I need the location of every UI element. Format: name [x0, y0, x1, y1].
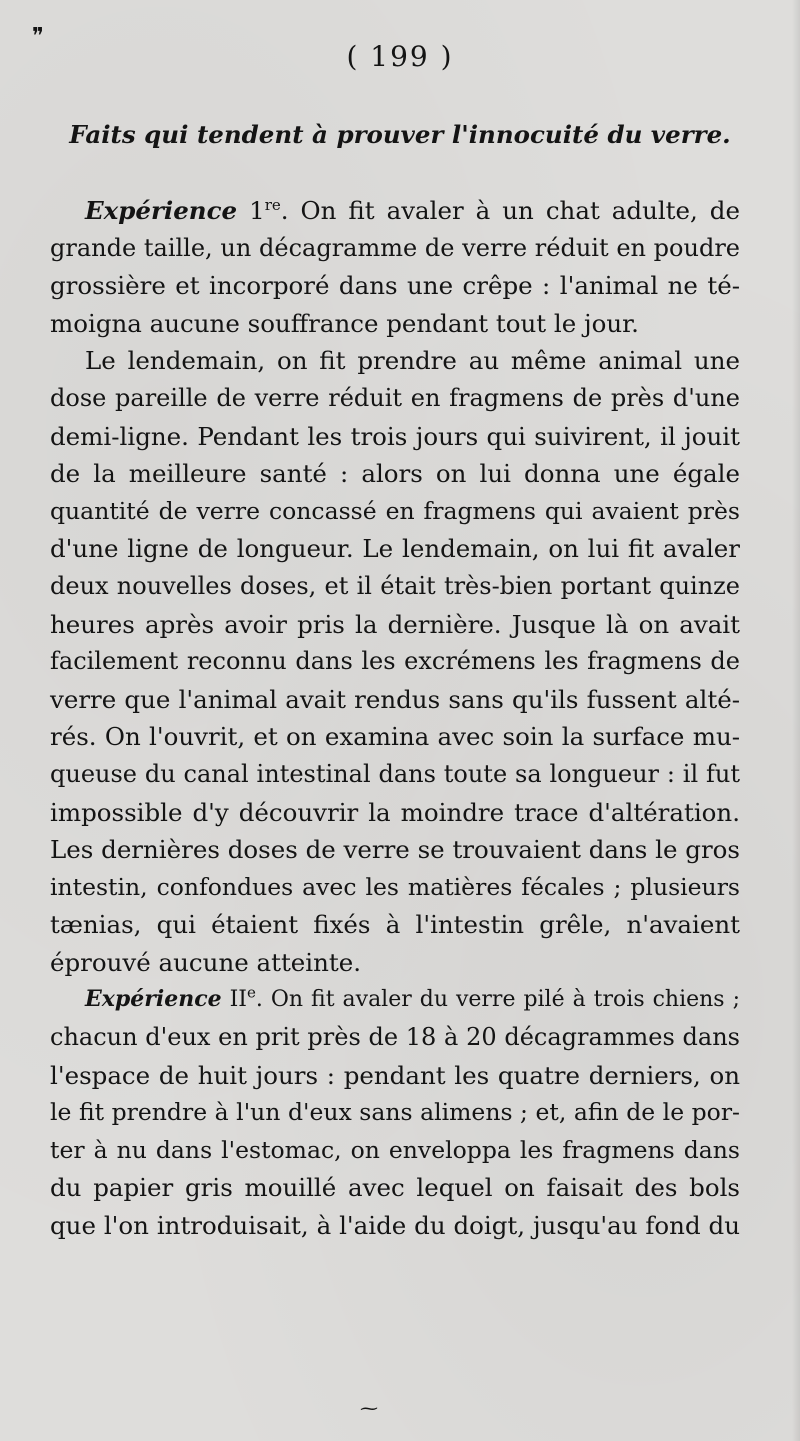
text-line: du papier gris mouillé avec lequel on faisait des bols: [50, 1173, 740, 1203]
experiment-label: Expérience: [85, 986, 222, 1013]
experiment-number-suffix: re: [264, 195, 281, 214]
text-line: tænias, qui étaient fixés à l'intestin grêle, n'avaient: [50, 910, 740, 940]
text-line: grande taille, un décagramme de verre réduit en poudre: [50, 233, 740, 262]
text-line: Le lendemain, on fit prendre au même animal une: [85, 346, 740, 376]
page-edge-shadow: [792, 0, 800, 1441]
text-line: facilement reconnu dans les excrémens les fragmens de: [50, 647, 740, 676]
text-line: rés. On l'ouvrit, et on examina avec soin la surface mu-: [50, 722, 740, 752]
experiment-number-suffix: e: [246, 984, 256, 1003]
text-line: demi-ligne. Pendant les trois jours qui suivirent, il jouit: [50, 421, 740, 451]
experiment-number: II: [229, 987, 247, 1013]
page-number: ( 199 ): [346, 40, 454, 73]
text-line-content: . On fit avaler à un chat adulte, de: [280, 196, 740, 225]
text-line: quantité de verre concassé en fragmens qui avaient près: [50, 496, 740, 525]
bottom-ink-mark: ⁓: [360, 1398, 378, 1419]
text-line: d'une ligne de longueur. Le lendemain, on lui fit avaler: [50, 534, 740, 564]
text-line: [50, 192, 740, 230]
text-line: que l'on introduisait, à l'aide du doigt, jusqu'au fond du: [50, 1211, 740, 1241]
corner-ink-mark: ❞: [32, 24, 44, 49]
experiment-label: Expérience: [85, 196, 238, 225]
text-line-content: . On fit avaler du verre pilé à trois chiens ;: [255, 987, 740, 1013]
text-line: ter à nu dans l'estomac, on enveloppa les fragmens dans: [50, 1135, 740, 1164]
text-line: chacun d'eux en prit près de 18 à 20 décagrammes dans: [50, 1023, 740, 1052]
text-line: éprouvé aucune atteinte.: [50, 947, 362, 977]
body-text: [50, 192, 740, 1245]
text-line: de la meilleure santé : alors on lui donna une égale: [50, 459, 740, 489]
text-line: grossière et incorporé dans une crêpe : l'animal ne té-: [50, 271, 740, 301]
text-line: Les dernières doses de verre se trouvaient dans le gros: [50, 835, 741, 865]
text-line: intestin, confondues avec les matières fécales ; plusieurs: [50, 872, 740, 901]
text-line: impossible d'y découvrir la moindre trace d'altération.: [50, 797, 740, 827]
text-line: le fit prendre à l'un d'eux sans alimens ; et, afin de le por-: [50, 1098, 740, 1127]
section-title: Faits qui tendent à prouver l'innocuité du verre.: [69, 120, 731, 149]
text-line: verre que l'animal avait rendus sans qu'ils fussent alté-: [50, 684, 740, 714]
text-line: queuse du canal intestinal dans toute sa longueur : il fut: [50, 759, 740, 788]
text-line: deux nouvelles doses, et il était très-bien portant quinze: [50, 571, 740, 600]
text-line: [50, 981, 740, 1019]
experiment-number: 1: [249, 196, 265, 225]
text-line: dose pareille de verre réduit en fragmens de près d'une: [50, 383, 740, 412]
text-line: heures après avoir pris la dernière. Jusque là on avait: [50, 609, 740, 639]
text-line: moigna aucune souffrance pendant tout le jour.: [50, 308, 639, 338]
text-line: l'espace de huit jours : pendant les quatre derniers, on: [50, 1060, 740, 1090]
